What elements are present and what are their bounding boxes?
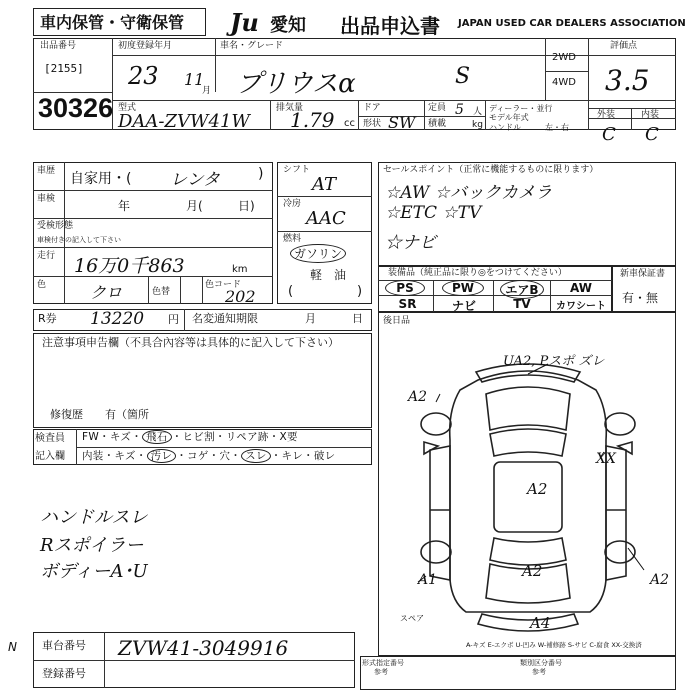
diagram-mark-center-2: A2	[522, 562, 543, 580]
margin-mark: N	[8, 640, 17, 654]
history-close: )	[258, 166, 264, 182]
handle-label: ハンドル	[489, 123, 521, 132]
color-value: クロ	[90, 283, 123, 302]
nav-expire-month: 月	[305, 312, 316, 325]
form-designation-label-2: 類別区分番号	[520, 659, 562, 667]
capacity-value: 5	[455, 102, 464, 118]
score-value: 3.5	[605, 64, 650, 97]
shift-value: AT	[312, 174, 337, 195]
handwritten-note-1: ハンドルスレ	[40, 507, 148, 528]
aircon-label: 冷房	[283, 199, 302, 209]
receipt-note: 車検付きの記入して下さい	[37, 236, 121, 244]
recycle-label: R券	[38, 312, 57, 325]
handle-options: 左・右	[545, 123, 569, 132]
registration-month-unit: 月	[202, 86, 212, 96]
fuel-paren-close: )	[357, 284, 363, 299]
receipt-label: 受検形態	[37, 221, 74, 231]
model-label: 車名・グレード	[220, 41, 284, 51]
aircon-value: AAC	[306, 208, 346, 229]
inspector-row2: 内装・キズ・ 汚レ ・コゲ・穴・ スレ ・キレ・破レ	[82, 450, 336, 462]
fuel-gasoline: ガソリン	[290, 244, 346, 263]
fuel-diesel: 軽 油	[310, 268, 347, 282]
model-grade: S	[455, 64, 471, 89]
association-name: JAPAN USED CAR DEALERS ASSOCIATION	[458, 18, 686, 29]
recycle-unit: 円	[168, 313, 179, 326]
selling-points-label: セールスポイント（正常に機能するものに限ります）	[383, 165, 599, 175]
score-label: 評価点	[610, 41, 638, 51]
exterior-label: 外装	[597, 110, 616, 120]
equip-tv: TV	[513, 297, 531, 311]
interior-value: C	[645, 124, 659, 145]
shift-label: シフト	[283, 165, 311, 175]
lot-label: 出品番号	[40, 41, 77, 51]
inspector-write-label: 記入欄	[35, 451, 65, 462]
registration-label: 初度登録年月	[118, 41, 173, 51]
color-label: 色	[37, 280, 47, 290]
handwritten-note-2: Rスポイラー	[40, 535, 144, 556]
recycle-value: 13220	[90, 309, 145, 329]
shape-value: SW	[388, 113, 416, 132]
registration-month: 11	[184, 70, 205, 89]
form-designation-ref-2: 参考	[532, 668, 546, 676]
new-warranty-options: 有・無	[622, 291, 659, 305]
drive-4wd: 4WD	[552, 77, 576, 88]
displacement-label: 排気量	[276, 103, 304, 113]
diagram-mark-rear-right: A2	[650, 572, 670, 588]
mileage-value: 16万0千863	[74, 255, 185, 277]
equip-airbag: エアB	[500, 280, 544, 299]
type-label: 型式	[118, 103, 137, 113]
diagram-mark-bottom: A4	[530, 614, 551, 632]
nav-expire-day: 日	[352, 312, 363, 325]
exterior-value: C	[602, 124, 616, 145]
inspector-label: 検査員	[35, 433, 65, 444]
model-year-label: モデル年式	[489, 113, 529, 122]
load-label: 積載	[428, 119, 447, 129]
defect-legend: A-キズ E-エクボ U-凹み W-補修跡 S-サビ C-腐食 XX-交換済	[466, 641, 642, 649]
form-designation-ref-1: 参考	[374, 668, 388, 676]
logo-region: 愛知	[270, 15, 306, 36]
form-designation-box	[360, 656, 676, 690]
fuel-paren-open: (	[288, 284, 294, 299]
repair-label: 修復歴 有（箇所	[50, 408, 149, 421]
diagram-mark-right: XX	[596, 451, 616, 467]
displacement-unit: cc	[344, 118, 355, 129]
type-value: DAA-ZVW41W	[118, 111, 250, 132]
dealer-label: ディーラー・並行	[489, 104, 553, 113]
storage-type: 車内保管・守衛保管	[40, 13, 185, 32]
diagram-mark-left-front: A2	[408, 389, 428, 405]
load-unit: kg	[472, 120, 483, 130]
color-swap-label: 色替	[152, 287, 171, 297]
ju-logo: Ju	[230, 8, 259, 37]
remarks-label: 後日品	[383, 316, 411, 326]
form-designation-label-1: 形式指定番号	[362, 659, 404, 667]
color-code: 202	[225, 287, 256, 306]
notes-label: 注意事項申告欄（不具合內容等は具体的に記入して下さい）	[42, 336, 339, 349]
inspection-label: 車検	[37, 194, 56, 204]
handwritten-note-3: ボディーA･U	[40, 561, 148, 582]
history-value: レンタ	[170, 170, 220, 190]
selling-points-line3: ☆ナビ	[385, 233, 436, 253]
inspection-month: 月(	[186, 199, 203, 213]
capacity-label: 定員	[428, 103, 447, 113]
chassis-label: 車台番号	[42, 639, 86, 652]
diagram-mark-center: A2	[527, 480, 548, 498]
mileage-label: 走行	[37, 251, 56, 261]
equip-sr: SR	[398, 297, 417, 311]
lot-number: 30326	[38, 93, 114, 123]
history-label: 車歴	[37, 166, 56, 176]
reg-number-label: 登録番号	[42, 667, 86, 680]
registration-year: 23	[128, 62, 159, 90]
equipment-label: 装備品（純正品に限り◎をつけてください）	[388, 268, 567, 278]
interior-label: 内装	[641, 110, 660, 120]
displacement-value: 1.79	[290, 108, 335, 132]
inspection-year: 年	[118, 199, 131, 213]
shape-label: 形状	[363, 119, 382, 129]
doors-label: ドア	[363, 103, 381, 113]
chassis-value: ZVW41-3049916	[118, 636, 289, 660]
inspection-day: 日)	[238, 199, 255, 213]
equip-pw: PW	[442, 280, 484, 296]
equip-leather: カワシート	[556, 301, 606, 312]
history-text: 自家用・(	[70, 171, 132, 187]
fuel-label: 燃料	[283, 234, 302, 244]
model-name: プリウスα	[236, 69, 356, 99]
mileage-unit: km	[232, 264, 248, 275]
new-warranty-label: 新車保証書	[620, 269, 666, 279]
color-code-label: 色コード	[205, 280, 242, 290]
lot-small-number: [2155]	[44, 62, 84, 75]
equip-aw: AW	[570, 281, 592, 295]
equip-navi: ナビ	[451, 299, 476, 313]
selling-points-line2: ☆ETC ☆TV	[385, 203, 482, 223]
diagram-mark-rear-left: A1	[418, 572, 438, 588]
capacity-unit: 人	[473, 107, 483, 117]
form-title: 出品申込書	[340, 14, 440, 38]
equip-ps: PS	[385, 280, 425, 296]
inspector-row1: FW・キズ・ 飛石 ・ヒビ割・リペア跡・X要	[82, 431, 298, 443]
selling-points-line1: ☆AW ☆バックカメラ	[385, 183, 552, 203]
drive-2wd: 2WD	[552, 52, 576, 63]
nav-expire-label: 名変通知期限	[192, 312, 258, 325]
spare-label: スペア	[400, 614, 424, 623]
diagram-mark-top: UA2, Pスポ ズレ	[503, 354, 605, 369]
